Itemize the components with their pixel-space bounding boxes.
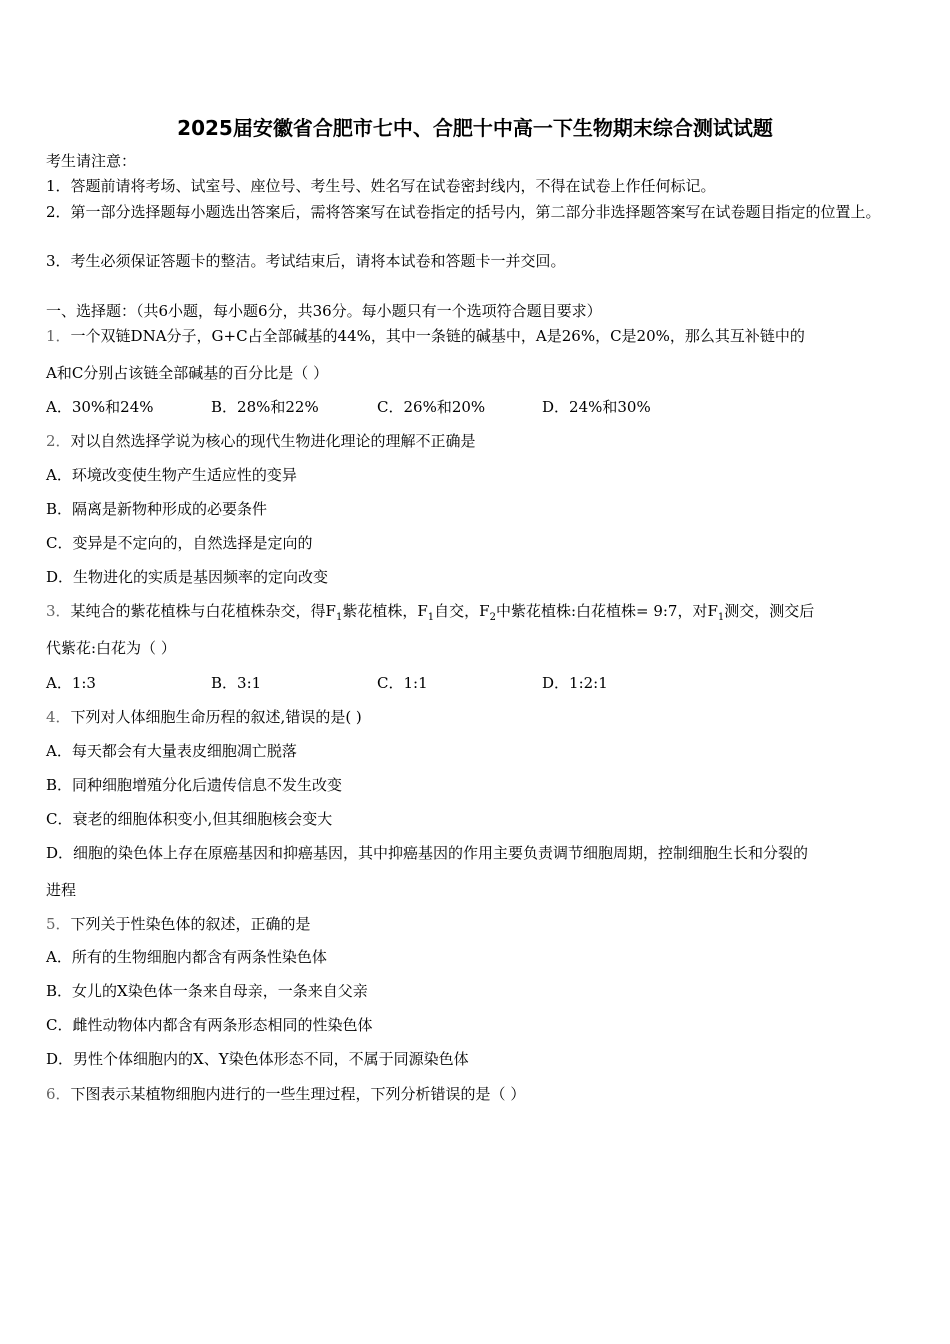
question-1-options [46, 396, 906, 418]
question-2-option-a: A．环境改变使生物产生适应性的变异 [46, 466, 297, 484]
question-5-option-d: D．男性个体细胞内的X、Y染色体形态不同，不属于同源染色体 [46, 1050, 469, 1068]
question-4-option-d-line2: 进程 [46, 881, 77, 899]
question-3-options [46, 672, 906, 694]
question-1-stem [46, 325, 906, 347]
question-5-text: 下列关于性染色体的叙述，正确的是 [70, 915, 311, 933]
question-4-text: 下列对人体细胞生命历程的叙述,错误的是( ) [70, 708, 362, 726]
question-3-sub1: 1 [335, 612, 343, 623]
question-1-option-c: C．26%和20% [377, 398, 486, 416]
question-6-number: 6． [46, 1085, 71, 1103]
question-4-option-c: C．衰老的细胞体积变小,但其细胞核会变大 [46, 810, 333, 828]
question-3-sub2: 1 [427, 612, 435, 623]
question-6-stem [46, 1083, 906, 1105]
question-3-text-part1: 某纯合的紫花植株与白花植株杂交，得F [70, 602, 336, 620]
question-3-stem [46, 600, 906, 622]
notice-item-2: 2．第一部分选择题每小题选出答案后，需将答案写在试卷指定的括号内，第二部分非选择题答案写在试卷题目指定的位置上。 [46, 203, 881, 221]
question-3-stem-line2: 代紫花:白花为（ ） [46, 639, 176, 657]
notice-item-3: 3．考生必须保证答题卡的整洁。考试结束后，请将本试卷和答题卡一并交回。 [46, 252, 566, 270]
question-4-option-d: D．细胞的染色体上存在原癌基因和抑癌基因，其中抑癌基因的作用主要负责调节细胞周期，控制细胞生长和分裂的 [46, 844, 809, 862]
question-3-number: 3． [46, 602, 71, 620]
question-2-number: 2． [46, 432, 71, 450]
question-3-option-b: B．3:1 [211, 674, 262, 692]
question-1-option-d: D．24%和30% [542, 398, 651, 416]
question-5-option-c: C．雌性动物体内都含有两条形态相同的性染色体 [46, 1016, 373, 1034]
question-5-option-a: A．所有的生物细胞内都含有两条性染色体 [46, 948, 327, 966]
question-5-stem [46, 913, 906, 935]
question-2-option-c: C．变异是不定向的，自然选择是定向的 [46, 534, 313, 552]
question-1-number: 1． [46, 327, 71, 345]
question-1-option-b: B．28%和22% [211, 398, 319, 416]
question-4-option-b: B．同种细胞增殖分化后遗传信息不发生改变 [46, 776, 343, 794]
notice-item-1: 1．答题前请将考场、试室号、座位号、考生号、姓名写在试卷密封线内，不得在试卷上作任何标记。 [46, 177, 716, 195]
notice-heading: 考生请注意： [46, 152, 137, 170]
section-heading: 一、选择题：（共6小题，每小题6分，共36分。每小题只有一个选项符合题目要求） [46, 302, 602, 320]
question-3-sub4: 1 [717, 612, 725, 623]
question-2-text: 对以自然选择学说为核心的现代生物进化理论的理解不正确是 [70, 432, 476, 450]
question-3-option-a: A．1:3 [46, 674, 96, 692]
question-3-option-c: C．1:1 [377, 674, 428, 692]
question-1-option-a: A．30%和24% [46, 398, 154, 416]
question-1-stem-line2: A和C分别占该链全部碱基的百分比是（ ） [46, 364, 329, 382]
page-title: 2025届安徽省合肥市七中、合肥十中高一下生物期末综合测试试题 [177, 116, 773, 140]
question-2-option-d: D．生物进化的实质是基因频率的定向改变 [46, 568, 329, 586]
question-3-option-d: D．1:2:1 [542, 674, 608, 692]
question-3-text-part4: 中紫花植株:白花植株= 9:7，对F [495, 602, 718, 620]
question-4-number: 4． [46, 708, 71, 726]
question-5-option-b: B．女儿的X染色体一条来自母亲，一条来自父亲 [46, 982, 368, 1000]
question-5-number: 5． [46, 915, 71, 933]
question-6-text: 下图表示某植物细胞内进行的一些生理过程，下列分析错误的是（ ） [70, 1085, 526, 1103]
question-3-text-part5: 测交，测交后 [724, 602, 815, 620]
question-4-stem [46, 706, 906, 728]
question-4-option-a: A．每天都会有大量表皮细胞凋亡脱落 [46, 742, 297, 760]
question-3-text-part3: 自交，F [434, 602, 490, 620]
question-2-option-b: B．隔离是新物种形成的必要条件 [46, 500, 268, 518]
question-3-text-part2: 紫花植株，F [342, 602, 428, 620]
question-2-stem [46, 430, 906, 452]
question-3-sub3: 2 [489, 612, 496, 623]
question-1-text: 一个双链DNA分子，G+C占全部碱基的44%，其中一条链的碱基中，A是26%，C是20%，那么其互补链中的 [70, 327, 805, 345]
